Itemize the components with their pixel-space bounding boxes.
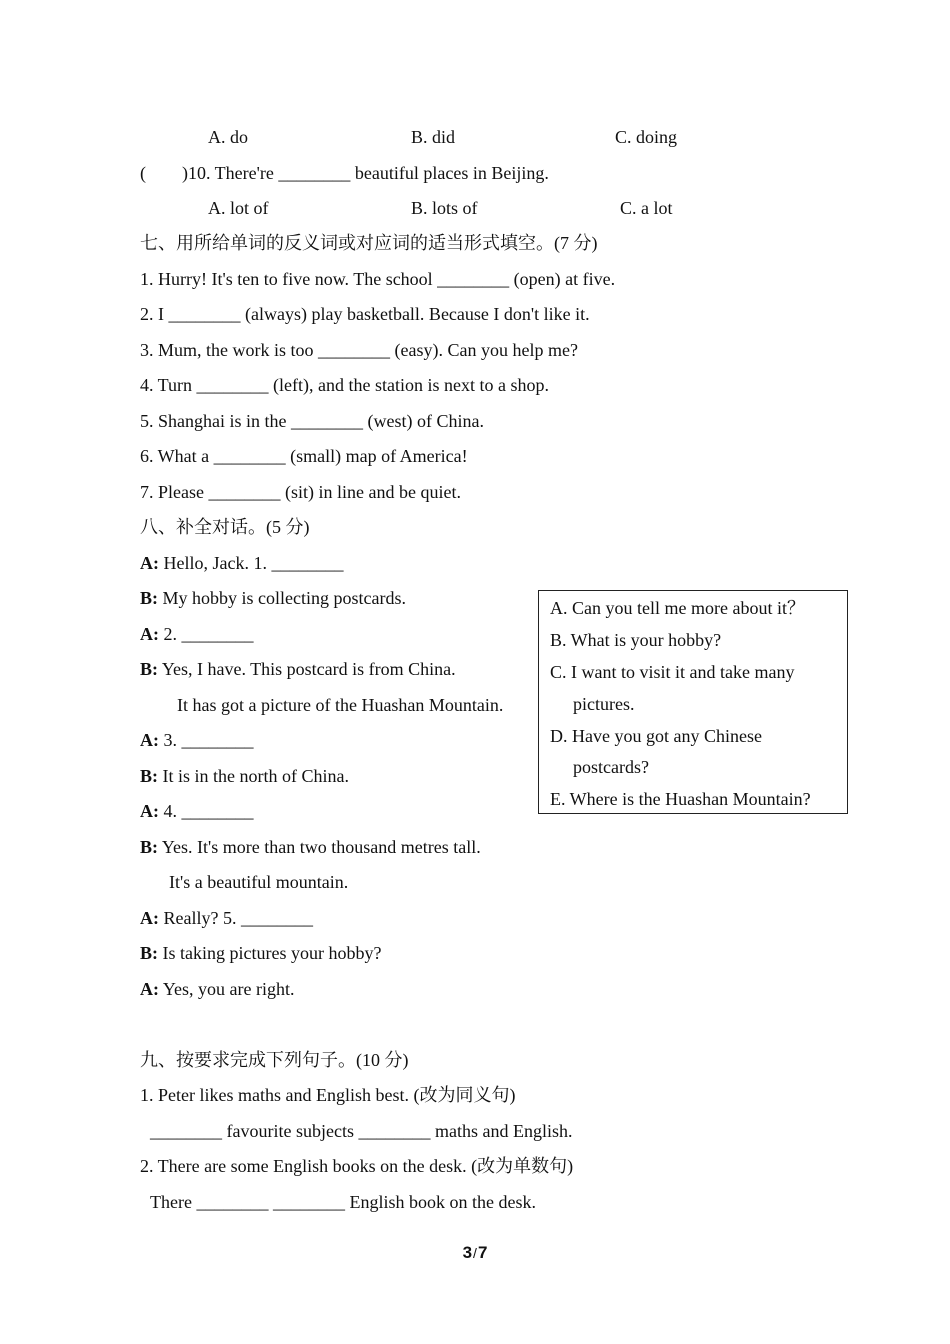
section7-item: 3. Mum, the work is too ________ (easy). Can you help me? [140, 340, 578, 360]
section9-answer-line: There ________ ________ English book on the desk. [150, 1192, 536, 1212]
dialog-speaker: A: [140, 624, 159, 644]
dialog-text: Yes, I have. This postcard is from China. [158, 659, 456, 679]
dialog-text: My hobby is collecting postcards. [158, 588, 406, 608]
dialog-text: It is in the north of China. [158, 766, 349, 786]
section9-answer-line: ________ favourite subjects ________ maths and English. [150, 1121, 573, 1141]
dialog-line [140, 552, 343, 574]
section7-item: 4. Turn ________ (left), and the station is next to a shop. [140, 375, 549, 395]
current-page: 3 [462, 1243, 473, 1262]
dialog-speaker: B: [140, 837, 158, 857]
q9-option-b: B. did [411, 127, 456, 147]
dialog-speaker: A: [140, 730, 159, 750]
dialog-text: Yes. It's more than two thousand metres tall. [158, 837, 481, 857]
section7-item: 1. Hurry! It's ten to five now. The school ________ (open) at five. [140, 269, 616, 289]
q10-stem: 10. There're ________ beautiful places in Beijing. [188, 163, 549, 183]
box-option-d-cont: postcards? [573, 757, 649, 777]
q10-option-c: C. a lot [620, 198, 673, 218]
dialog-line [140, 800, 254, 822]
dialog-speaker: B: [140, 659, 158, 679]
box-option-b: B. What is your hobby? [550, 630, 722, 650]
dialog-speaker: A: [140, 979, 159, 999]
dialog-speaker: B: [140, 943, 158, 963]
section9-heading: 九、按要求完成下列句子。(10 分) [140, 1050, 409, 1070]
q10-option-b: B. lots of [411, 198, 478, 218]
dialog-options-box [538, 590, 848, 814]
dialog-speaker: B: [140, 766, 158, 786]
dialog-line [140, 729, 254, 751]
dialog-text: It's a beautiful mountain. [169, 872, 349, 892]
dialog-speaker: A: [140, 553, 159, 573]
q10-question [140, 162, 549, 184]
box-option-c: C. I want to visit it and take many [550, 662, 795, 682]
q10-answer-paren: ( ) [140, 163, 188, 183]
dialog-text: 3. ________ [159, 730, 254, 750]
dialog-line [140, 587, 406, 609]
q10-option-a: A. lot of [208, 198, 269, 218]
dialog-speaker: A: [140, 801, 159, 821]
q9-option-c: C. doing [615, 127, 678, 147]
dialog-line [140, 942, 381, 964]
dialog-line [140, 658, 456, 680]
dialog-line [140, 623, 254, 645]
section8-heading: 八、补全对话。(5 分) [140, 517, 310, 537]
section7-item: 6. What a ________ (small) map of America! [140, 446, 468, 466]
section7-item: 5. Shanghai is in the ________ (west) of China. [140, 411, 484, 431]
dialog-speaker: B: [140, 588, 158, 608]
dialog-text: Really? 5. ________ [159, 908, 313, 928]
dialog-text: 2. ________ [159, 624, 254, 644]
dialog-text: Yes, you are right. [159, 979, 295, 999]
total-pages: 7 [477, 1243, 488, 1262]
section9-item: 2. There are some English books on the desk. (改为单数句) [140, 1156, 574, 1176]
dialog-speaker: A: [140, 908, 159, 928]
dialog-text: It has got a picture of the Huashan Mountain. [177, 695, 504, 715]
section7-heading: 七、用所给单词的反义词或对应词的适当形式填空。(7 分) [140, 233, 598, 253]
dialog-line [169, 871, 348, 893]
dialog-text: 4. ________ [159, 801, 254, 821]
section7-item: 2. I ________ (always) play basketball. Because I don't like it. [140, 304, 590, 324]
section7-item: 7. Please ________ (sit) in line and be quiet. [140, 482, 461, 502]
dialog-line [177, 694, 503, 716]
dialog-line [140, 978, 295, 1000]
dialog-text: Is taking pictures your hobby? [158, 943, 382, 963]
box-option-a: A. Can you tell me more about it？ [550, 598, 805, 618]
dialog-line [140, 907, 313, 929]
q9-option-a: A. do [208, 127, 248, 147]
box-option-d: D. Have you got any Chinese [550, 726, 762, 746]
box-option-e: E. Where is the Huashan Mountain? [550, 789, 811, 809]
dialog-line [140, 836, 481, 858]
dialog-text: Hello, Jack. 1. ________ [159, 553, 344, 573]
section9-item: 1. Peter likes maths and English best. (改为同义句) [140, 1085, 516, 1105]
page-number [0, 1243, 950, 1263]
box-option-c-cont: pictures. [573, 694, 635, 714]
page-separator: / [473, 1245, 477, 1261]
dialog-line [140, 765, 349, 787]
